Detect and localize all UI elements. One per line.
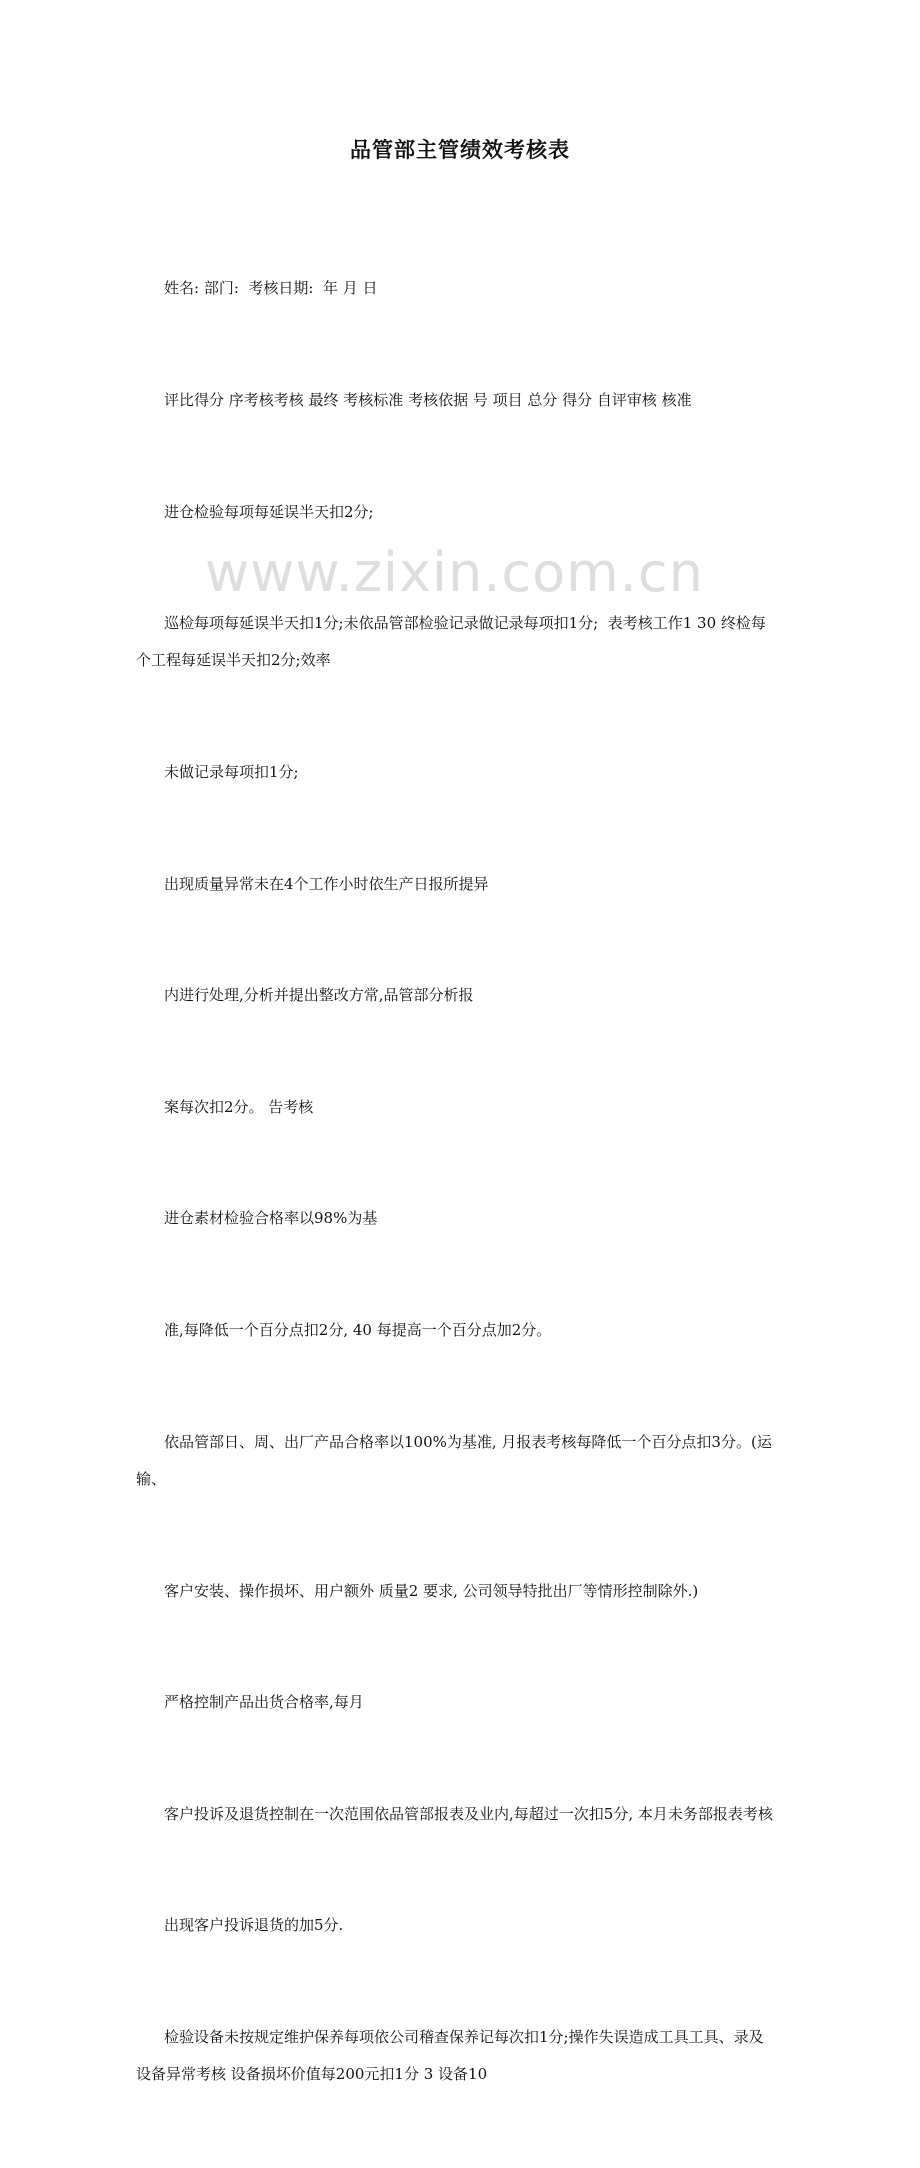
paragraph-item: 客户安装、操作损坏、用户额外 质量2 要求, 公司领导特批出厂等情形控制除外.) [164, 1581, 699, 1600]
paragraph-table-headers: 评比得分 序考核考核 最终 考核标准 考核依据 号 项目 总分 得分 自评审核 核准 [164, 391, 692, 410]
paragraph-item: 出现客户投诉退货的加5分. [164, 1916, 344, 1935]
paragraph-item: 案每次扣2分。 告考核 [164, 1097, 314, 1116]
paragraph-header-info: 姓名: 部门: 考核日期: 年 月 日 [164, 279, 378, 298]
paragraph-item: 客户投诉及退货控制在一次范围依品管部报表及业内,每超过一次扣5分, 本月未务部报表考核 [164, 1804, 773, 1823]
paragraph-item: 内进行处理,分析并提出整改方常,品管部分析报 [164, 986, 474, 1005]
paragraph-item: 依品管部日、周、出厂产品合格率以100%为基准, 月报表考核每降低一个百分点扣3分。(运输、 [136, 1432, 772, 1488]
document-title: 品管部主管绩效考核表 [350, 137, 570, 162]
document-body [136, 196, 776, 2168]
paragraph-item: 出现质量异常未在4个工作小时依生产日报所提异 [164, 874, 489, 893]
paragraph-item: 未做记录每项扣1分; [164, 763, 299, 782]
watermark-text: www.zixin.com.cn [205, 541, 704, 604]
paragraph-item: 准,每降低一个百分点扣2分, 40 每提高一个百分点加2分。 [164, 1321, 552, 1340]
paragraph-item: 进仓检验每项每延误半天扣2分; [164, 502, 374, 521]
paragraph-item: 严格控制产品出货合格率,每月 [164, 1693, 364, 1712]
paragraph-item: 检验设备未按规定维护保养每项依公司稽查保养记每次扣1分;操作失误造成工具工具、录及设备异常考核 设备损坏价值每200元扣1分 3 设备10 [136, 2027, 764, 2084]
paragraph-item: 进仓素材检验合格率以98%为基 [164, 1209, 378, 1228]
paragraph-item: 巡检每项每延误半天扣1分;未依品管部检验记录做记录每项扣1分; 表考核工作1 30 终检每个工程每延误半天扣2分;效率 [136, 614, 766, 670]
